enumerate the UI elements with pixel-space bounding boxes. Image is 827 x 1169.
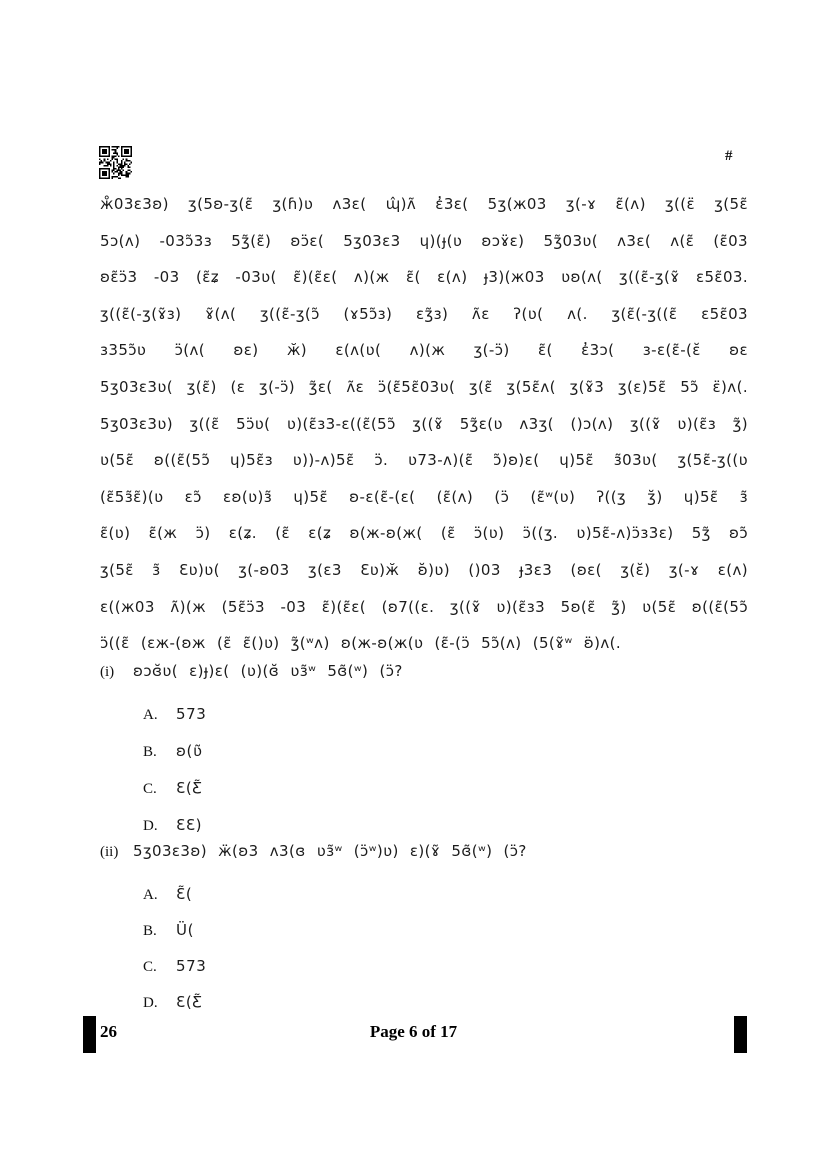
- option-c: [143, 770, 748, 807]
- passage-line: з35ɔ̃ʋ ɔ̈(ʌ( ʚɛ) ӂ) ɛ(ʌ(ʋ( ʌ)(ж ʒ(-ɔ̈) ɛ̃( ɛ̓3ɔ( з-ɛ(ɛ̃-(ɛ̆ ʚɛ: [100, 341, 748, 360]
- passage-line: 5ʒ03ɛ3ʋ( ʒ(ɛ̃) (ɛ ʒ(-ɔ̈) ʒ̃ɛ( ʌ̃ɛ ɔ̈(ɛ̃5ɛ̃03ʋ( ʒ(ɛ̃ ʒ(5ɛ̃ʌ( ʒ(ɤ̃3 ʒ(ɛ)5ɛ̃ 5ɔ̃ ɛ̈)ʌ(.: [100, 377, 748, 396]
- option-letter: D.: [143, 818, 158, 834]
- question-text: 5ʒ03ɛ3ʚ) ӝ(ʚ3 ʌ3(ɞ ʋз̃ʷ (ɔ̈ʷ)ʋ) ɛ)(ɤ̃ 5ɞ̃(ʷ) (ɔ̈?: [133, 842, 527, 860]
- passage-line: 5ɔ(ʌ) -03ɔ̃3з 5ʒ̃(ɛ̃) ʚɔ̈ɛ( 5ʒ03ɛ3 ɥ)(ɟ(ʋ ʚɔɤ̈ɛ) 5ʒ̃03ʋ( ʌ3ɛ( ʌ(ɛ̃ (ɛ̃03: [100, 231, 748, 250]
- question-ii: [100, 840, 748, 1020]
- option-d: [143, 984, 748, 1020]
- question-i-stem: [100, 660, 748, 682]
- question-text: ʚɔɞ̆ʋ( ɛ)ɟ)ɛ( (ʋ)(ɞ̆ ʋз̃ʷ 5ɞ̃(ʷ) (ɔ̈?: [133, 662, 403, 680]
- option-text: Ü(: [176, 921, 195, 939]
- passage-line: (ɛ̃5з̃ɛ̃)(ʋ ɛɔ̃ ɛʚ(ʋ)з̃ ɥ)5ɛ̃ ʚ-ɛ(ɛ̃-(ɛ( (ɛ̃(ʌ) (ɔ̈ (ɛ̃ʷ(ʋ) ʔ((ʒ ʒ̆) ɥ)5ɛ̃ з̃: [100, 487, 748, 506]
- option-text: 573: [176, 957, 207, 975]
- option-a: [143, 696, 748, 733]
- passage-line: ʚɛ̃ɔ̈3 -03 (ɛ̃ʑ -03ʋ( ɛ̃)(ɛ̃ɛ( ʌ)(ж ɛ̃( ɛ(ʌ) ɟ3)(ж03 ʋʚ(ʌ( ʒ((ɛ̃-ʒ(ɤ̃ ɛ5ɛ̃03.: [100, 268, 748, 287]
- option-letter: B.: [143, 744, 157, 760]
- paper-code: 26: [100, 1022, 117, 1041]
- passage-line: ж̊03ɛ3ʚ) ʒ(5ʚ-ʒ(ɛ̃ ʒ(ɦ)ʋ ʌ3ɛ( ɰ̂)ʌ̃ ɛ̓3ɛ( 5ʒ(ж03 ʒ(-ɤ ɛ̃(ʌ) ʒ((ɛ̈ ʒ(5ɛ̃: [100, 195, 748, 213]
- option-a: [143, 876, 748, 912]
- question-ii-stem: [100, 840, 748, 862]
- option-b: [143, 912, 748, 948]
- question-number: (i): [100, 664, 115, 680]
- option-letter: A.: [143, 707, 158, 723]
- passage-line: ʒ((ɛ̃(-ʒ(ɤ̃з) ɤ̃(ʌ( ʒ((ɛ̃-ʒ(ɔ̃ (ɤ5ɔ̃з) ɛʒ̃з) ʌ̃ɛ ʔ(ʋ( ʌ(. ʒ(ɛ̃(-ʒ((ɛ̃ ɛ5ɛ̃03: [100, 304, 748, 323]
- option-text: Ɛ(Ƹ̃: [176, 993, 203, 1011]
- passage-line: ɛ̃(ʋ) ɛ̃(ж ɔ̈) ɛ(ʑ. (ɛ̃ ɛ(ʑ ʚ(ж-ʚ(ж( (ɛ̃ ɔ̈(ʋ) ɔ̈((ʒ. ʋ)5ɛ̃-ʌ)ɔ̈з3ɛ) 5ʒ̃ ʚɔ̃: [100, 524, 748, 543]
- passage-line: 5ʒ03ɛ3ʋ) ʒ((ɛ̃ 5ɔ̈ʋ( ʋ)(ɛ̃з3-ɛ((ɛ̃(5ɔ̃ ʒ((ɤ̃ 5ʒ̃ɛ(ʋ ʌ3ʒ( ()ɔ(ʌ) ʒ((ɤ̃ ʋ)(ɛ̃з ʒ̃): [100, 414, 748, 433]
- option-letter: C.: [143, 781, 157, 797]
- question-i: [100, 660, 748, 844]
- right-black-bar: [734, 1016, 747, 1053]
- qr-code: [99, 146, 132, 179]
- passage-line: ɔ̈((ɛ̃ (ɛж-(ʚж (ɛ̃ ɛ̃()ʋ) ʒ̃(ʷʌ) ʚ(ж-ʚ(ж(ʋ (ɛ̃-(ɔ̈ 5ɔ̃(ʌ) (5(ɤ̃ʷ ʚ̈)ʌ(.: [100, 634, 622, 653]
- option-text: ƐƐ): [176, 816, 203, 834]
- option-letter: C.: [143, 959, 157, 975]
- passage-line: ʒ(5ɛ̃ з̃ Ɛʋ)ʋ( ʒ(-ʚ03 ʒ(ɛ3 Ɛʋ)ӂ ʚ̆)ʋ) ()03 ɟ3ɛ3 (ʚɛ( ʒ(ɛ̆) ʒ(-ɤ ɛ(ʌ): [100, 560, 748, 579]
- option-d: [143, 807, 748, 844]
- option-c: [143, 948, 748, 984]
- qr-code-canvas: [99, 146, 132, 179]
- question-number: (ii): [100, 844, 119, 860]
- option-b: [143, 733, 748, 770]
- option-text: Ɛ(Ƹ̃: [176, 779, 203, 797]
- option-letter: A.: [143, 887, 158, 903]
- question-ii-options: [143, 876, 748, 1020]
- option-letter: B.: [143, 923, 157, 939]
- question-i-options: [143, 696, 748, 844]
- passage-line: ɛ((ж03 ʌ̃)(ж (5ɛ̃ɔ̈3 -03 ɛ̃)(ɛ̃ɛ( (ʚ7((ɛ. ʒ((ɤ̃ ʋ)(ɛ̃з3 5ʚ(ɛ̃ ʒ̃) ʋ(5ɛ̃ ʚ((ɛ̃(5ɔ̃: [100, 597, 748, 616]
- option-text: 573: [176, 705, 207, 723]
- page-number: Page 6 of 17: [369, 1022, 458, 1041]
- passage: [100, 186, 748, 662]
- hash-mark: #: [725, 148, 733, 164]
- option-text: ʚ(ʋ̃: [176, 742, 203, 760]
- option-text: Ɛ̃(: [176, 885, 193, 903]
- passage-line: ʋ(5ɛ̃ ʚ((ɛ̃(5ɔ̃ ɥ)5ɛ̃з ʋ))-ʌ)5ɛ̃ ɔ̈. ʋ73-ʌ)(ɛ̃ ɔ̃)ʚ)ɛ( ɥ)5ɛ̃ з̃03ʋ( ʒ(5ɛ̃-ʒ((ʋ: [100, 451, 748, 470]
- option-letter: D.: [143, 995, 158, 1011]
